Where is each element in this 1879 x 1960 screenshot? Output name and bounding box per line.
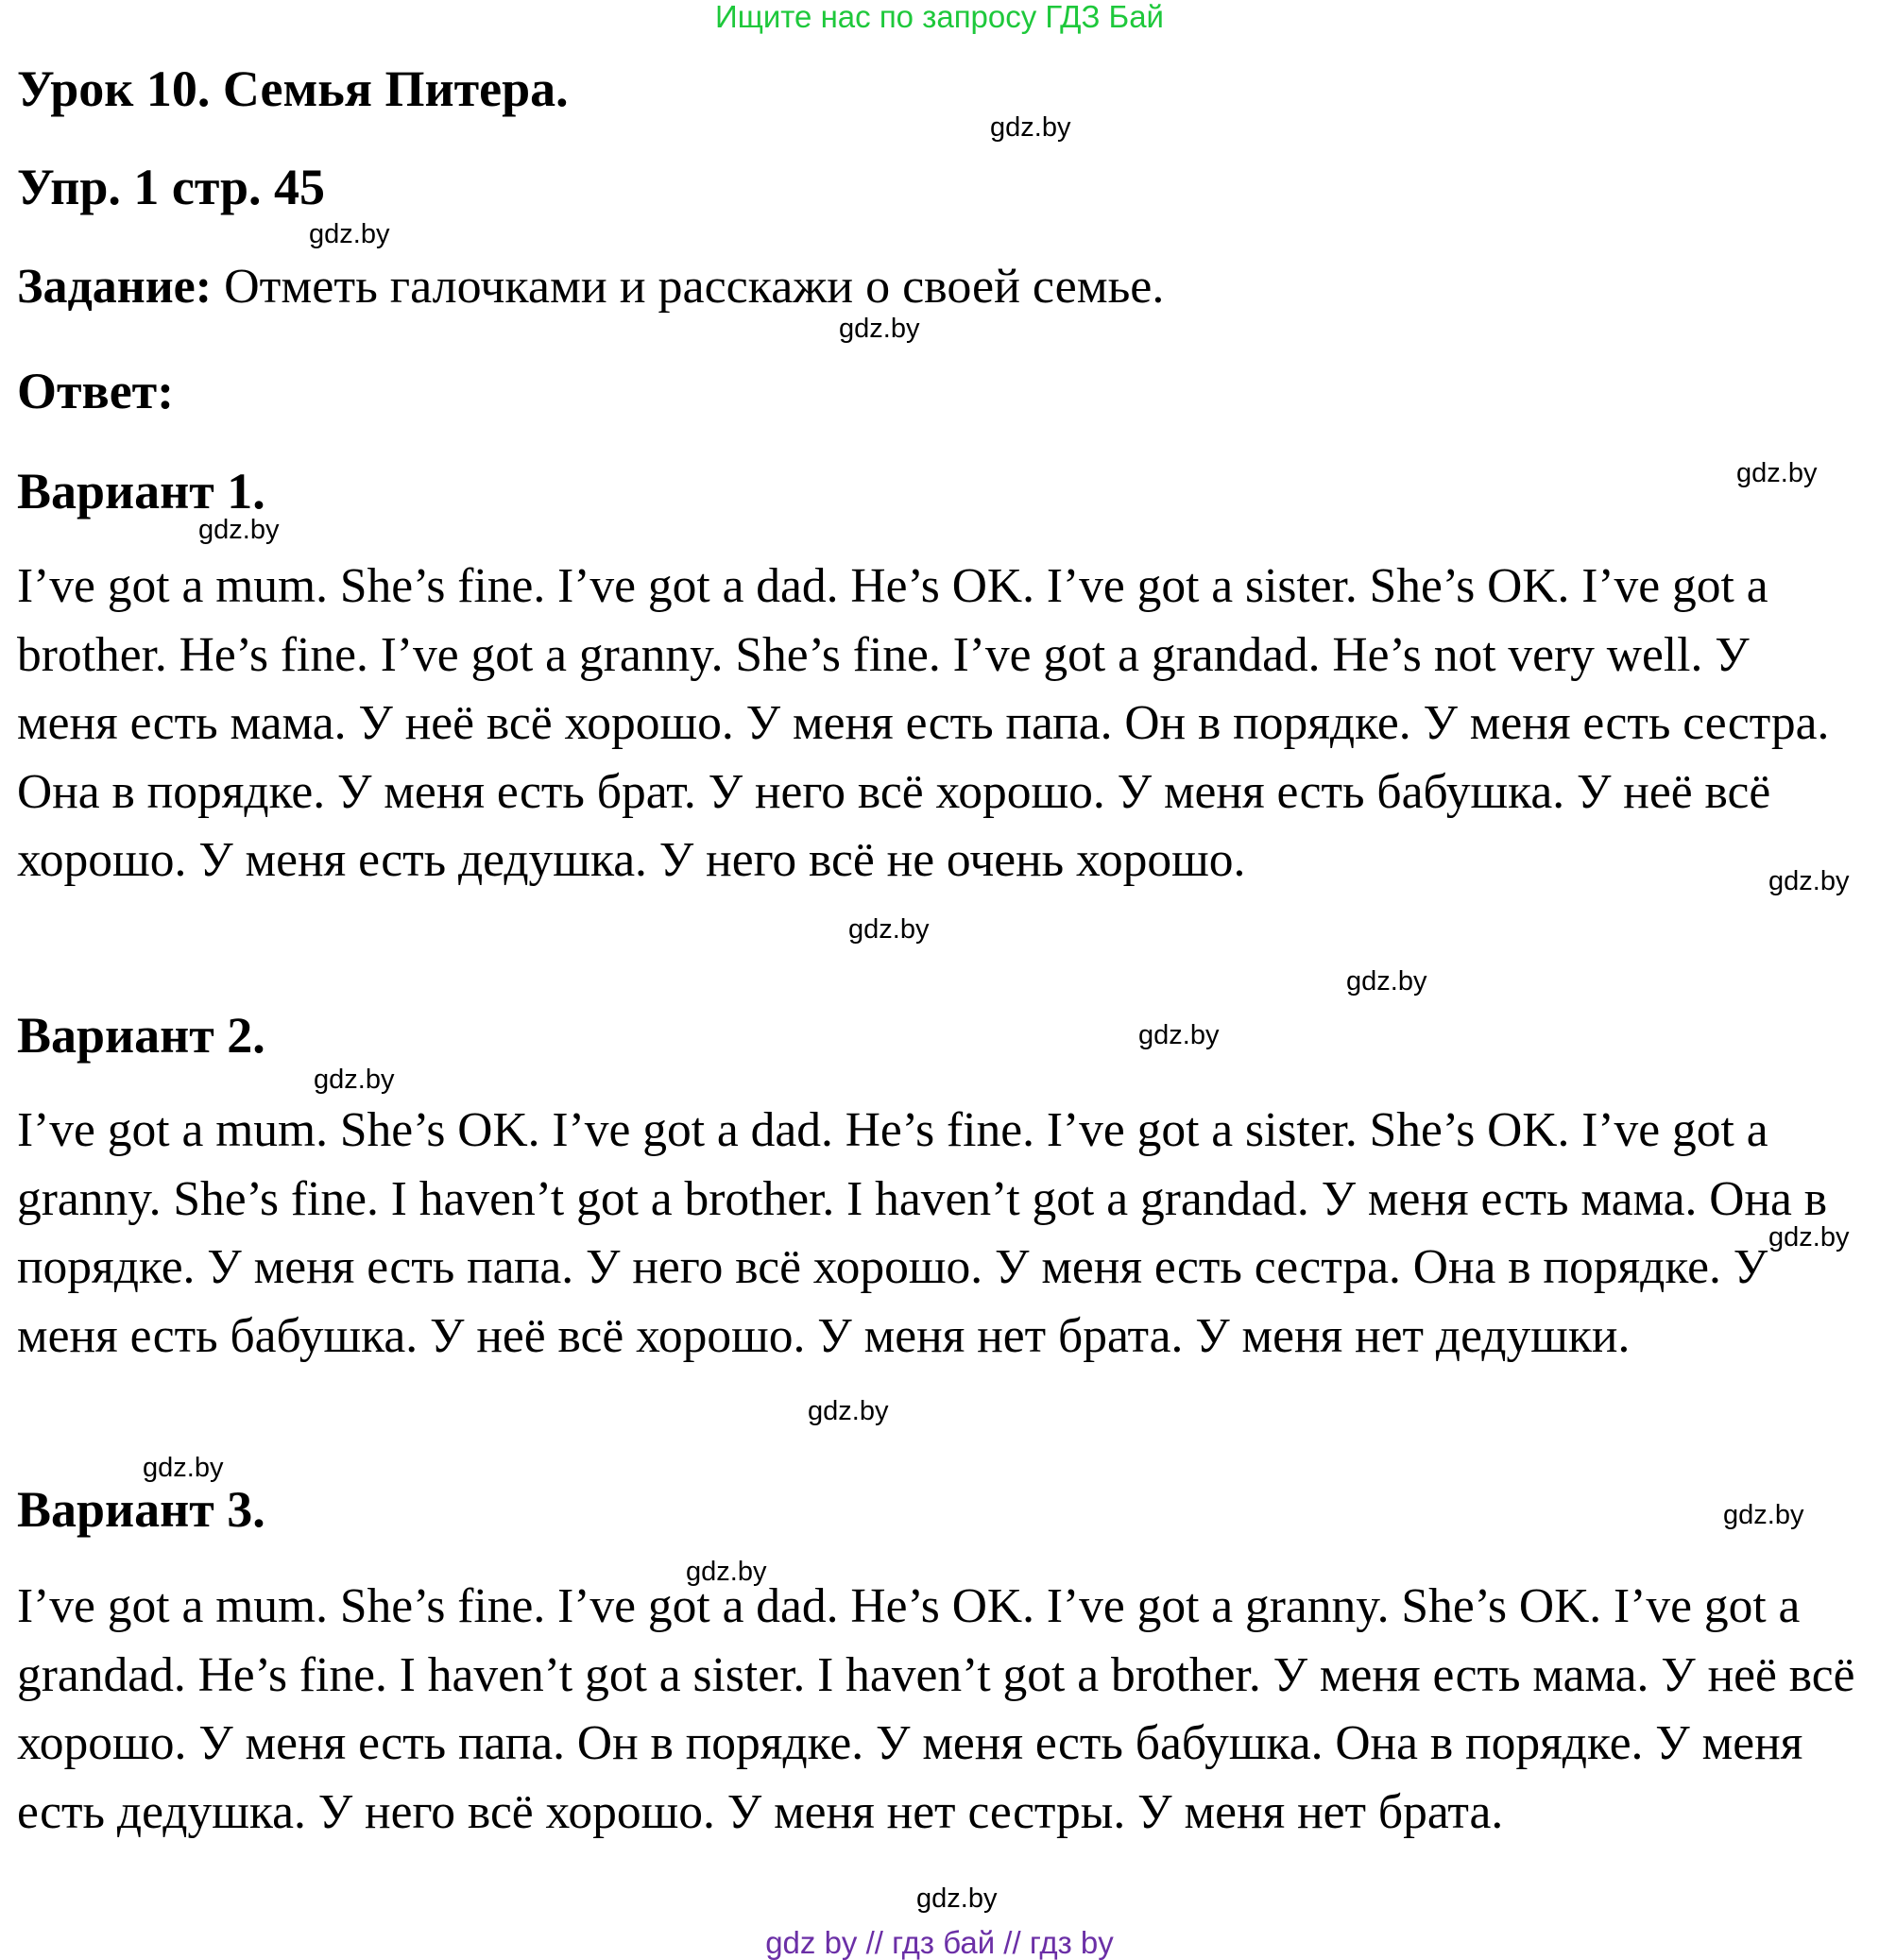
watermark: gdz.by [1768, 866, 1850, 896]
task-line [17, 259, 1164, 315]
watermark: gdz.by [198, 515, 280, 545]
exercise-title: Упр. 1 стр. 45 [17, 159, 326, 215]
watermark: gdz.by [916, 1883, 998, 1914]
watermark: gdz.by [1723, 1500, 1804, 1530]
task-label: Задание: [17, 260, 213, 314]
watermark: gdz.by [808, 1396, 889, 1426]
variant-1-title: Вариант 1. [17, 463, 265, 520]
variant-2-text: I’ve got a mum. She’s OK. I’ve got a dad. He’s fine. I’ve got a sister. She’s OK. I’ve got a granny. She’s fine. I haven’t got a brother. I haven’t got a grandad. У меня есть мама. Она в порядке. У меня есть папа. У него всё хорошо. У меня есть сестра. Она в порядке. У меня есть бабушка. У неё всё хорошо. У меня нет брата. У меня нет дедушки. [17, 1103, 1828, 1363]
watermark: gdz.by [848, 914, 930, 945]
answer-label: Ответ: [17, 363, 175, 419]
watermark: gdz.by [686, 1557, 767, 1587]
watermark: gdz.by [143, 1453, 224, 1483]
variant-3-title: Вариант 3. [17, 1481, 265, 1538]
watermark: gdz.by [314, 1065, 395, 1095]
variant-2-title: Вариант 2. [17, 1007, 265, 1064]
watermark: gdz.by [309, 219, 390, 249]
search-banner: Ищите нас по запросу ГДЗ Бай [715, 0, 1164, 34]
watermark: gdz.by [1346, 966, 1427, 997]
task-text: Отметь галочками и расскажи о своей семье. [212, 260, 1165, 314]
watermark: gdz.by [1768, 1222, 1850, 1253]
lesson-title: Урок 10. Семья Питера. [17, 60, 569, 117]
watermark: gdz.by [990, 112, 1071, 143]
footer-links: gdz by // гдз бай // гдз by [765, 1925, 1114, 1960]
variant-3-text: I’ve got a mum. She’s fine. I’ve got a dad. He’s OK. I’ve got a granny. She’s OK. I’ve got a grandad. He’s fine. I haven’t got a sister. I haven’t got a brother. У меня есть мама. У неё всё хорошо. У меня есть папа. Он в порядке. У меня есть бабушка. Она в порядке. У меня есть дедушка. У него всё хорошо. У меня нет сестры. У меня нет брата. [17, 1579, 1855, 1839]
watermark: gdz.by [1736, 458, 1818, 488]
watermark: gdz.by [1138, 1020, 1220, 1050]
watermark: gdz.by [839, 314, 920, 344]
variant-1-text: I’ve got a mum. She’s fine. I’ve got a dad. He’s OK. I’ve got a sister. She’s OK. I’ve got a brother. He’s fine. I’ve got a granny. She’s fine. I’ve got a grandad. He’s not very well. У меня есть мама. У неё всё хорошо. У меня есть папа. Он в порядке. У меня есть сестра. Она в порядке. У меня есть брат. У него всё хорошо. У меня есть бабушка. У неё всё хорошо. У меня есть дедушка. У него всё не очень хорошо. [17, 559, 1830, 887]
